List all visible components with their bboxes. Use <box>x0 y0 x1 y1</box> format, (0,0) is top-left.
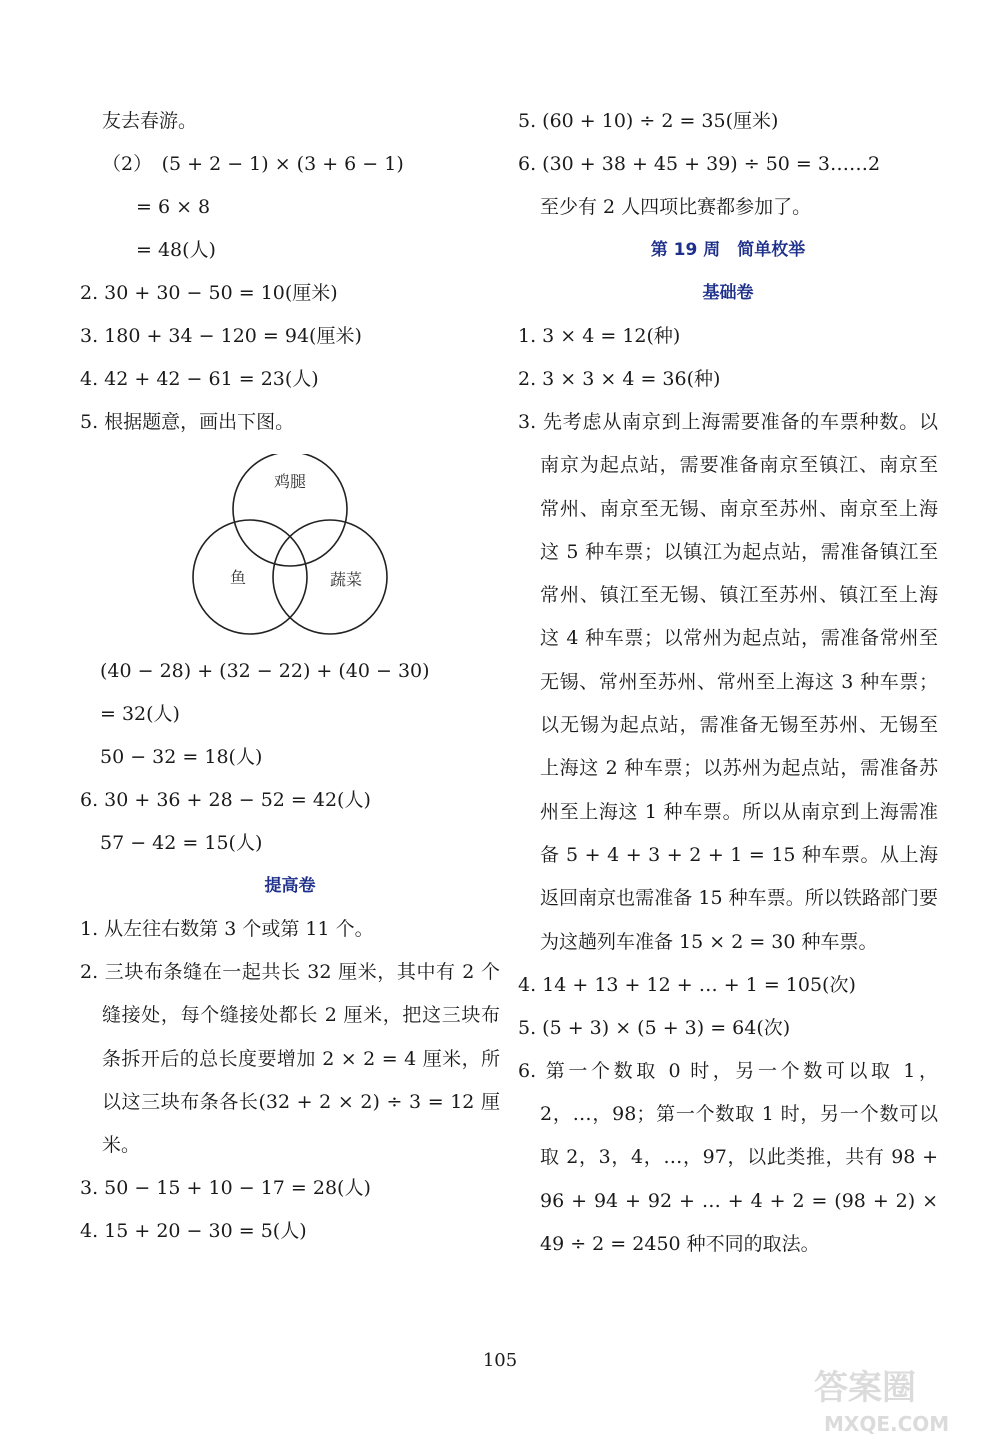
answer-paragraph: 3. 先考虑从南京到上海需要准备的车票种数。以南京为起点站，需要准备南京至镇江、南京至常州、南京至无锡、南京至苏州、南京至上海这 5 种车票；以镇江为起点站，需准备镇江至常州、镇江至无锡、镇江至苏州、镇江至上海这 4 种车票；以常州为起点站，需准备常州至无锡、常州至苏州、常州至上海这 3 种车票；以无锡为起点站，需准备无锡至苏州、无锡至上海这 2 种车票；以苏州为起点站，需准备苏州至上海这 1 种车票。所以从南京到上海需准备 5 + 4 + 3 + 2 + 1 = 15 种车票。从上海返回南京也需准备 15 种车票。所以铁路部门要为这趟列车准备 15 × 2 = 30 种车票。 <box>518 411 938 953</box>
answer-line: 2. 3 × 3 × 4 = 36(种) <box>518 368 721 390</box>
answer-line: 友去春游。 <box>102 110 198 132</box>
answer-line: 5. (60 + 10) ÷ 2 = 35(厘米) <box>518 110 779 132</box>
watermark-brand: 答案圈 <box>814 1368 916 1408</box>
right-column <box>518 100 938 1266</box>
answer-line: 4. 15 + 20 − 30 = 5(人) <box>80 1220 307 1243</box>
answer-line: 3. 180 + 34 − 120 = 94(厘米) <box>80 325 362 347</box>
answer-line: 50 − 32 = 18(人) <box>100 746 263 768</box>
section-heading-week: 第 19 周 简单枚举 <box>650 240 806 260</box>
page-number: 105 <box>482 1350 518 1371</box>
left-column <box>80 100 500 1253</box>
answer-line: （2） (5 + 2 − 1) × (3 + 6 − 1) <box>102 153 404 175</box>
venn-circle-top <box>233 454 347 566</box>
watermark-logo <box>810 1359 980 1439</box>
answer-line: 57 − 42 = 15(人) <box>100 832 263 854</box>
answer-line: 1. 从左往右数第 3 个或第 11 个。 <box>80 918 374 940</box>
answer-line: 5. (5 + 3) × (5 + 3) = 64(次) <box>518 1016 791 1039</box>
answer-line: 4. 14 + 13 + 12 + … + 1 = 105(次) <box>518 973 856 996</box>
answer-line: 4. 42 + 42 − 61 = 23(人) <box>80 368 319 390</box>
venn-label-left: 鱼 <box>230 568 247 587</box>
venn-diagram <box>180 454 400 644</box>
venn-label-right: 蔬菜 <box>330 570 363 589</box>
answer-line: (40 − 28) + (32 − 22) + (40 − 30) <box>100 660 430 682</box>
answer-line: 至少有 2 人四项比赛都参加了。 <box>540 196 812 218</box>
venn-label-top: 鸡腿 <box>274 472 307 491</box>
answer-line: 6. 30 + 36 + 28 − 52 = 42(人) <box>80 789 371 811</box>
answer-line: = 48(人) <box>136 239 216 261</box>
answer-paragraph: 2. 三块布条缝在一起共长 32 厘米，其中有 2 个缝接处，每个缝接处都长 2 厘米，把这三块布条拆开后的总长度要增加 2 × 2 = 4 厘米，所以这三块布条各长(32 + 2 × 2) ÷ 3 = 12 厘米。 <box>80 961 500 1157</box>
answer-line: 2. 30 + 30 − 50 = 10(厘米) <box>80 282 338 304</box>
answer-line: 5. 根据题意，画出下图。 <box>80 411 295 433</box>
answer-paragraph: 6. 第一个数取 0 时，另一个数可以取 1，2，…，98；第一个数取 1 时，另一个数可以取 2，3，4，…，97，以此类推，共有 98 + 96 + 94 + 92 + … + 4 + 2 = (98 + 2) × 49 ÷ 2 = 2450 种不同的取法。 <box>518 1059 938 1256</box>
answer-line: 1. 3 × 4 = 12(种) <box>518 325 681 347</box>
answer-line: 3. 50 − 15 + 10 − 17 = 28(人) <box>80 1177 371 1200</box>
section-heading-jichu: 基础卷 <box>702 283 754 303</box>
section-heading-tigao: 提高卷 <box>264 876 316 896</box>
answer-line: 6. (30 + 38 + 45 + 39) ÷ 50 = 3……2 <box>518 153 881 175</box>
answer-line: = 32(人) <box>100 703 180 725</box>
answer-line: = 6 × 8 <box>136 196 211 218</box>
watermark-url: MXQE.COM <box>824 1412 950 1436</box>
